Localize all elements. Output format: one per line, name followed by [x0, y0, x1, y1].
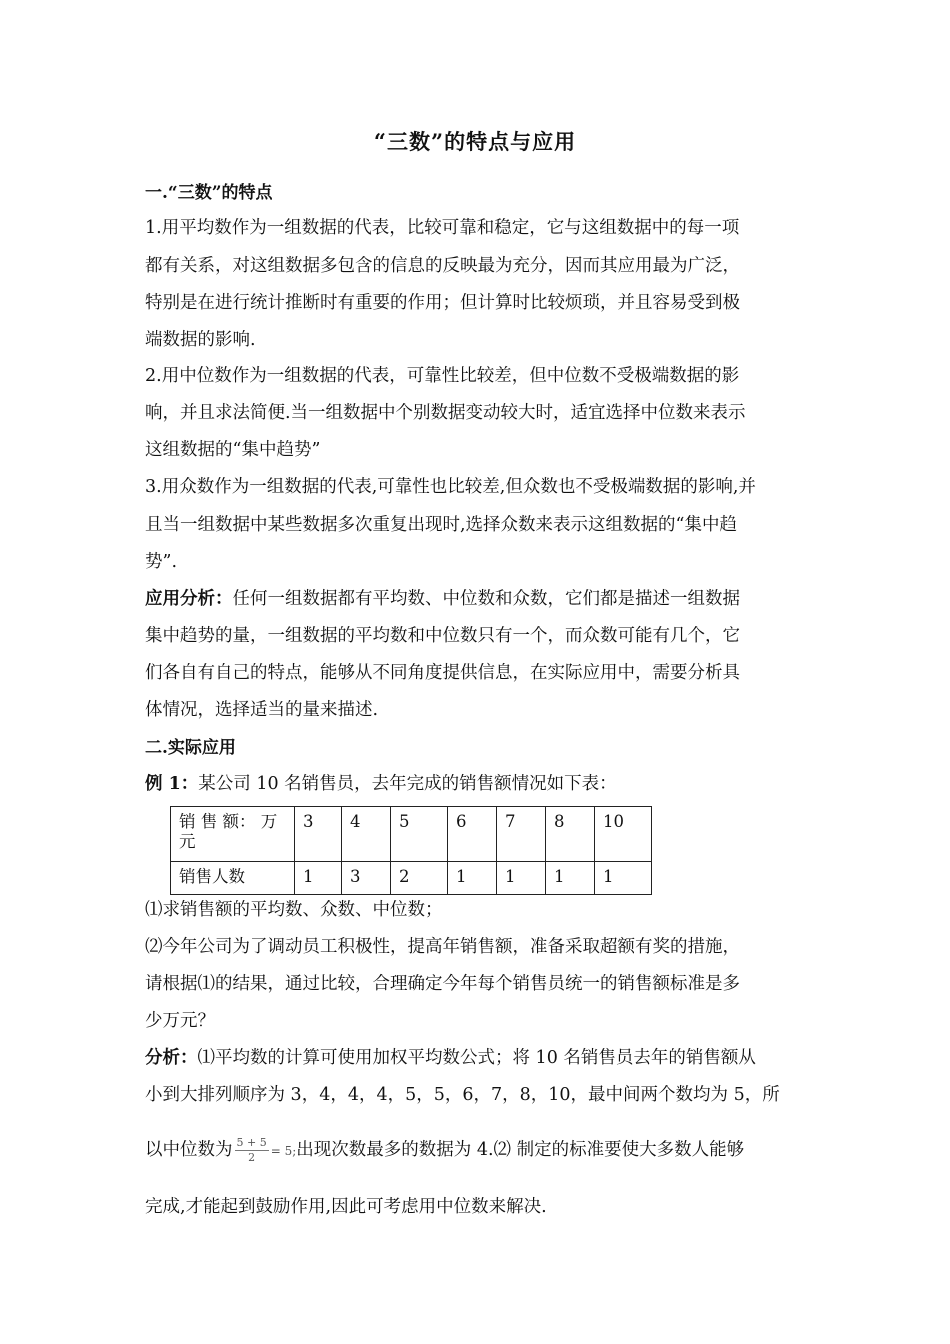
fraction-numerator: 5 + 5 [236, 1136, 267, 1149]
table-row [171, 862, 652, 895]
paragraph-line: 特别是在进行统计推断时有重要的作用；但计算时比较烦琐，并且容易受到极 [145, 293, 740, 313]
table-cell: 5 [391, 807, 448, 862]
table-cell: 8 [546, 807, 595, 862]
example-text: 某公司 10 名销售员，去年完成的销售额情况如下表： [198, 774, 617, 794]
median-fraction [235, 1136, 269, 1165]
table-cell: 10 [595, 807, 652, 862]
analysis-text: 任何一组数据都有平均数、中位数和众数，它们都是描述一组数据 [232, 589, 740, 609]
paragraph-line: 这组数据的“集中趋势” [145, 440, 321, 460]
question-1: ⑴求销售额的平均数、众数、中位数； [145, 900, 443, 920]
paragraph-line: 都有关系，对这组数据多包含的信息的反映最为充分，因而其应用最为广泛， [145, 256, 740, 276]
section-heading-features: 一.“三数”的特点 [145, 183, 273, 203]
question-2-line: ⑵今年公司为了调动员工积极性，提高年销售额，准备采取超额有奖的措施， [145, 937, 740, 957]
paragraph-line: 体情况，选择适当的量来描述. [145, 700, 379, 720]
table-cell: 6 [448, 807, 497, 862]
page-title: “三数”的特点与应用 [373, 129, 577, 154]
fraction-denominator: 2 [248, 1151, 256, 1164]
table-cell: 7 [497, 807, 546, 862]
paragraph-line: 3.用众数作为一组数据的代表,可靠性也比较差,但众数也不受极端数据的影响,并 [145, 477, 756, 497]
solution-line [145, 1047, 810, 1069]
solution-label: 分析： [145, 1048, 198, 1068]
paragraph-line: 们各自有自己的特点，能够从不同角度提供信息，在实际应用中，需要分析具 [145, 663, 740, 683]
table-cell: 1 [295, 862, 342, 895]
table-cell: 3 [342, 862, 391, 895]
table-cell: 2 [391, 862, 448, 895]
table-cell: 4 [342, 807, 391, 862]
paragraph-line: 且当一组数据中某些数据多次重复出现时,选择众数来表示这组数据的“集中趋 [145, 515, 738, 535]
question-2-line: 请根据⑴的结果，通过比较，合理确定今年每个销售员统一的销售额标准是多 [145, 974, 740, 994]
analysis-line [145, 588, 810, 610]
example-label: 例 1： [145, 774, 199, 794]
solution-text: 出现次数最多的数据为 4.⑵ 制定的标准要使大多数人能够 [296, 1140, 745, 1160]
table-cell: 1 [497, 862, 546, 895]
table-row-header: 销 售 额： 万 元 [171, 807, 295, 862]
example-line [145, 773, 810, 795]
table-row-header: 销售人数 [171, 862, 295, 895]
fraction-result: = 5; [270, 1144, 297, 1158]
question-2-line: 少万元？ [145, 1011, 215, 1031]
solution-line: 小到大排列顺序为 3，4，4，4，5，5，6，7，8，10，最中间两个数均为 5，所 [145, 1085, 780, 1105]
table-cell: 1 [448, 862, 497, 895]
paragraph-line: 1.用平均数作为一组数据的代表，比较可靠和稳定，它与这组数据中的每一项 [145, 218, 740, 238]
section-heading-application: 二.实际应用 [145, 738, 236, 758]
paragraph-line: 势”. [145, 552, 178, 572]
paragraph-line: 集中趋势的量，一组数据的平均数和中位数只有一个，而众数可能有几个，它 [145, 626, 740, 646]
table-row [171, 807, 652, 862]
table-cell: 3 [295, 807, 342, 862]
solution-text: 以中位数为 [145, 1140, 233, 1160]
solution-line: 完成,才能起到鼓励作用,因此可考虑用中位数来解决. [145, 1197, 547, 1217]
paragraph-line: 响，并且求法简便.当一组数据中个别数据变动较大时，适宜选择中位数来表示 [145, 403, 746, 423]
analysis-label: 应用分析： [145, 589, 233, 609]
paragraph-line: 2.用中位数作为一组数据的代表，可靠性比较差，但中位数不受极端数据的影 [145, 366, 740, 386]
paragraph-line: 端数据的影响. [145, 330, 256, 350]
table-cell: 1 [546, 862, 595, 895]
solution-text: ⑴平均数的计算可使用加权平均数公式；将 10 名销售员去年的销售额从 [197, 1048, 756, 1068]
sales-table [170, 806, 652, 895]
table-cell: 1 [595, 862, 652, 895]
solution-line-with-fraction [145, 1130, 810, 1170]
